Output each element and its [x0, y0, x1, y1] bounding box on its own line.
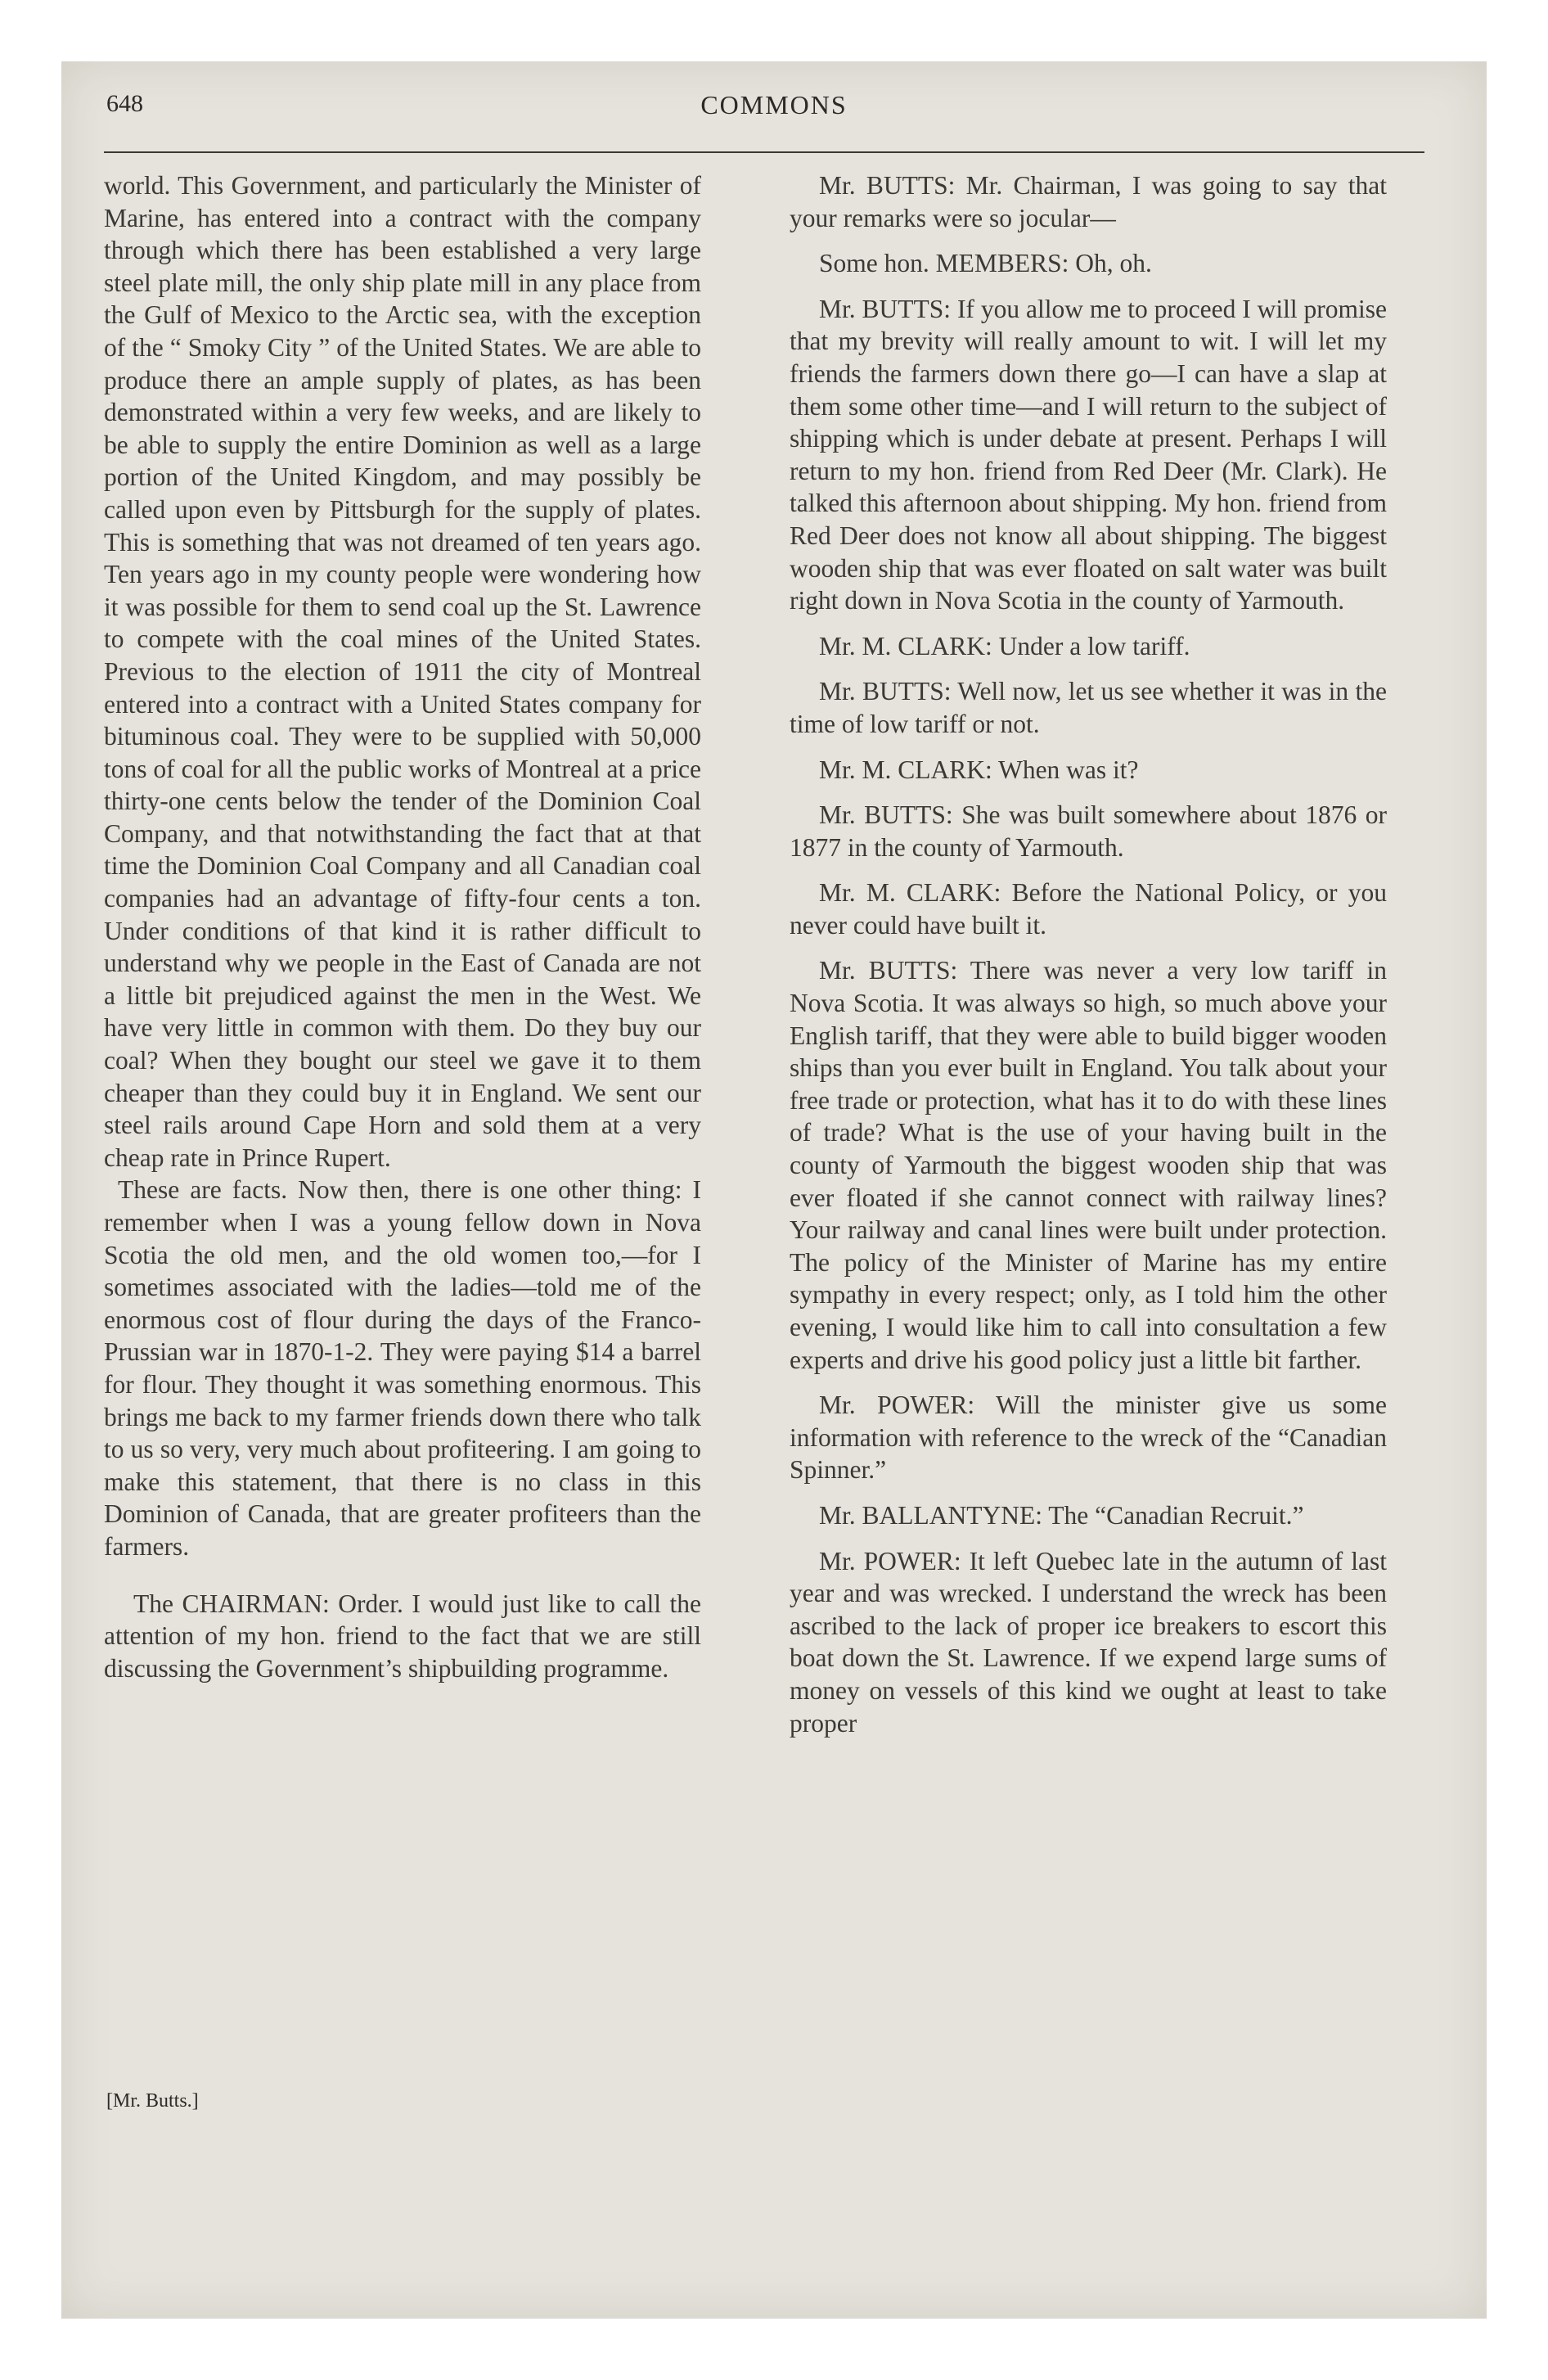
paragraph: Mr. BALLANTYNE: The “Canadian Recruit.”: [819, 1500, 1304, 1530]
paragraph: Mr. BUTTS: She was built somewhere about 1876 or 1877 in the county of Yarmouth.: [790, 800, 1387, 862]
speaker-footnote: [Mr. Butts.]: [106, 2090, 199, 2112]
paragraph: Mr. POWER: Will the minister give us some information with reference to the wreck of the “Canadian Spinner.”: [790, 1391, 1387, 1485]
paragraph: Mr. BUTTS: Well now, let us see whether it was in the time of low tariff or not.: [790, 677, 1387, 738]
header-rule: [104, 151, 1424, 153]
paragraph: Mr. POWER: It left Quebec late in the autumn of last year and was wrecked. I understand the wreck has been ascribed to the lack of proper ice breakers to escort this boat down the St. Lawrence. If we expend large sums of money on vessels of this kind we ought at least to take proper: [790, 1546, 1387, 1738]
left-column: [104, 169, 701, 1684]
paragraph: Mr. BUTTS: If you allow me to proceed I will promise that my brevity will really amount to wit. I will let my friends the farmers down there go—I can have a slap at them some other time—and I will return to the subject of shipping which is under debate at present. Perhaps I will return to my hon. friend from Red Deer (Mr. Clark). He talked this afternoon about shipping. My hon. friend from Red Deer does not know all about shipping. The biggest wooden ship that was ever floated on salt water was built right down in Nova Scotia in the county of Yarmouth.: [790, 294, 1387, 615]
paragraph: Some hon. MEMBERS: Oh, oh.: [819, 249, 1152, 278]
page-number: 648: [106, 90, 143, 117]
running-header: [0, 90, 1548, 129]
paragraph: The CHAIRMAN: Order. I would just like to call the attention of my hon. friend to the fact that we are still discussing the Government’s shipbuilding programme.: [104, 1589, 701, 1683]
paragraph: Mr. BUTTS: Mr. Chairman, I was going to say that your remarks were so jocular—: [790, 171, 1387, 232]
paragraph: world. This Government, and particularly the Minister of Marine, has entered into a contract with the company through which there has been established a very large steel plate mill, the only ship plate mill in any place from the Gulf of Mexico to the Arctic sea, with the exception of the “ Smoky City ” of the United States. We are able to produce there an ample supply of plates, as has been demonstrated within a very few weeks, and are likely to be able to supply the entire Dominion as well as a large portion of the United Kingdom, and may possibly be called upon even by Pittsburgh for the supply of plates. This is something that was not dreamed of ten years ago. Ten years ago in my county people were wondering how it was possible for them to send coal up the St. Lawrence to compete with the coal mines of the United States. Previous to the election of 1911 the city of Montreal entered into a contract with a United States company for bituminous coal. They were to be supplied with 50,000 tons of coal for all the public works of Montreal at a price thirty-one cents below the tender of the Dominion Coal Company, and that notwithstanding the fact that at that time the Dominion Coal Company and all Canadian coal companies had an advantage of fifty-four cents a ton. Under conditions of that kind it is rather difficult to understand why we people in the East of Canada are not a little bit prejudiced against the men in the West. We have very little in common with them. Do they buy our coal? When they bought our steel we gave it to them cheaper than they could buy it in England. We sent our steel rails around Cape Horn and sold them at a very cheap rate in Prince Rupert.: [104, 171, 701, 1172]
paragraph: Mr. M. CLARK: Under a low tariff.: [819, 631, 1190, 660]
paragraph: Mr. M. CLARK: When was it?: [819, 755, 1139, 784]
section-title: COMMONS: [700, 90, 848, 119]
paragraph: Mr. BUTTS: There was never a very low tariff in Nova Scotia. It was always so high, so much above your English tariff, that they were able to build bigger wooden ships than you ever built in England. You talk about your free trade or protection, what has it to do with these lines of trade? What is the use of your having built in the county of Yarmouth the biggest wooden ship that was ever floated if she cannot connect with railway lines? Your railway and canal lines were built under protection. The policy of the Minister of Marine has my entire sympathy in every respect; only, as I told him the other evening, I would like him to call into consultation a few experts and drive his good policy just a little bit farther.: [790, 956, 1387, 1374]
right-column: [790, 169, 1387, 1752]
paragraph: These are facts. Now then, there is one other thing: I remember when I was a young fellow down in Nova Scotia the old men, and the old women too,—for I sometimes associated with the ladies—told me of the enormous cost of flour during the days of the Franco-Prussian war in 1870-1-2. They were paying $14 a barrel for flour. They thought it was something enormous. This brings me back to my farmer friends down there who talk to us so very, very much about profiteering. I am going to make this statement, that there is no class in this Dominion of Canada, that are greater profiteers than the farmers.: [104, 1175, 701, 1561]
paragraph: Mr. M. CLARK: Before the National Policy, or you never could have built it.: [790, 878, 1387, 940]
